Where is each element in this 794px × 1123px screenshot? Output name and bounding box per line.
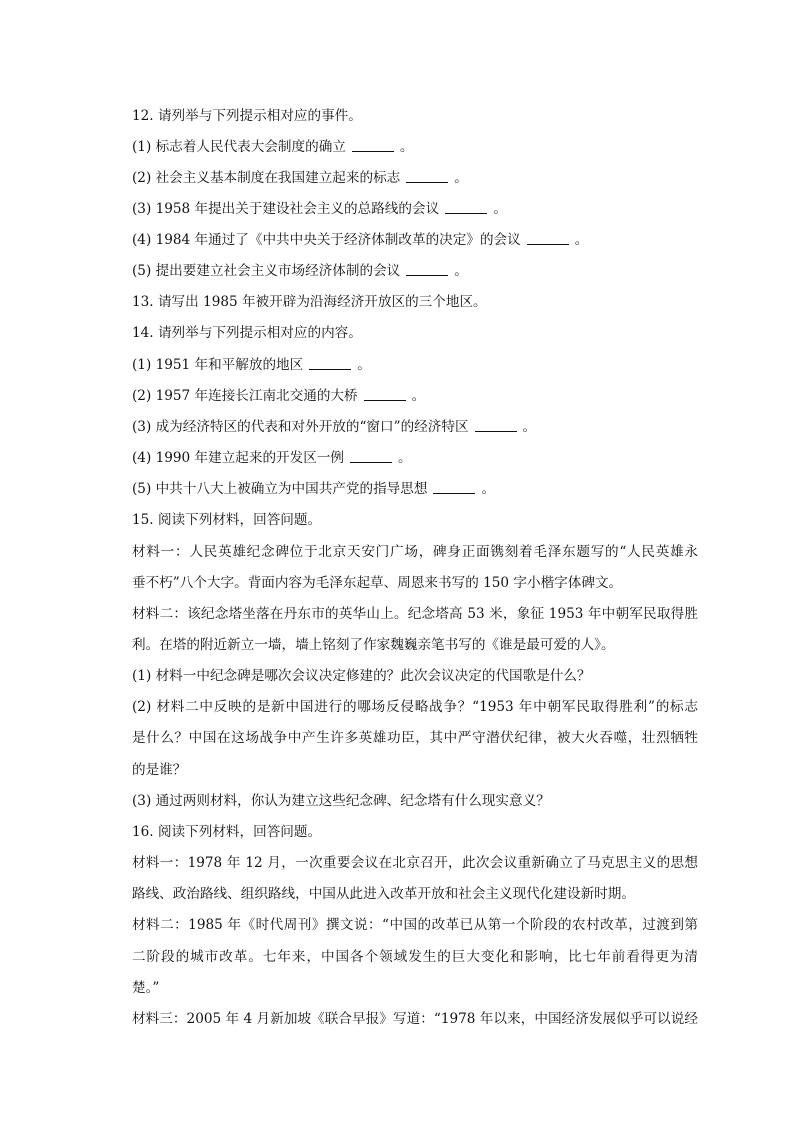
- question-14-item-2: [132, 384, 425, 404]
- question-16-stem: 16. 阅读下列材料，回答问题。: [132, 824, 322, 840]
- item-text: (4) 1990 年建立起来的开发区一例: [132, 450, 345, 466]
- answer-blank[interactable]: [445, 201, 487, 214]
- material-3-line-1: 材料三：2005 年 4 月新加坡《联合早报》写道：“1978 年以来，中国经济发展似乎可以说经: [132, 1011, 698, 1027]
- item-end: 。: [574, 232, 589, 248]
- question-13-stem: 13. 请写出 1985 年被开辟为沿海经济开放区的三个地区。: [132, 294, 487, 310]
- question-15-sub-2-line-3: 的是谁？: [132, 762, 187, 778]
- question-15-sub-1: (1) 材料一中纪念碑是哪次会议决定修建的？此次会议决定的代国歌是什么？: [132, 668, 591, 684]
- answer-blank[interactable]: [475, 419, 517, 432]
- item-end: 。: [454, 170, 468, 186]
- question-15-stem: 15. 阅读下列材料，回答问题。: [132, 512, 322, 528]
- item-end: 。: [454, 263, 468, 279]
- question-14-item-5: [132, 477, 495, 497]
- item-end: 。: [493, 201, 507, 217]
- answer-blank[interactable]: [352, 139, 394, 152]
- item-text: (3) 成为经济特区的代表和对外开放的“窗口”的经济特区: [132, 419, 469, 435]
- item-text: (2) 1957 年连接长江南北交通的大桥: [132, 388, 358, 404]
- material-2-line-2: 利。在塔的附近新立一墙，墙上铭刻了作家魏巍亲笔书写的《谁是最可爱的人》。: [132, 637, 615, 653]
- material-1-line-1: 材料一：1978 年 12 月，一次重要会议在北京召开，此次会议重新确立了马克思主义的思想: [132, 855, 698, 871]
- item-end: 。: [411, 388, 426, 404]
- material-1-line-2: 垂不朽”八个大字。背面内容为毛泽东起草、周恩来书写的 150 字小楷字体碑文。: [132, 575, 623, 591]
- question-15-sub-3: (3) 通过两则材料，你认为建立这些纪念碑、纪念塔有什么现实意义？: [132, 793, 550, 809]
- question-12-item-1: [132, 135, 413, 155]
- item-text: (3) 1958 年提出关于建设社会主义的总路线的会议: [132, 201, 440, 217]
- question-12-item-4: [132, 228, 588, 248]
- question-14-item-1: [132, 353, 371, 373]
- material-2-line-1: 材料二：该纪念塔坐落在丹东市的英华山上。纪念塔高 53 米，象征 1953 年中朝军民取得胜: [132, 606, 698, 622]
- item-text: (4) 1984 年通过了《中共中央关于经济体制改革的决定》的会议: [132, 232, 521, 248]
- item-end: 。: [522, 419, 537, 435]
- item-text: (1) 标志着人民代表大会制度的确立: [132, 139, 346, 155]
- answer-blank[interactable]: [364, 388, 406, 401]
- item-end: 。: [398, 450, 412, 466]
- question-14-stem: 14. 请列举与下列提示相对应的内容。: [132, 325, 362, 341]
- question-12-item-5: [132, 259, 468, 279]
- question-15-sub-2-line-1: (2) 材料二中反映的是新中国进行的哪场反侵略战争？“1953 年中朝军民取得胜利”的标志: [132, 699, 698, 715]
- answer-blank[interactable]: [527, 232, 569, 245]
- item-end: 。: [481, 481, 496, 497]
- question-12-stem: 12. 请列举与下列提示相对应的事件。: [132, 108, 362, 124]
- question-12-item-3: [132, 197, 507, 217]
- material-1-line-1: 材料一：人民英雄纪念碑位于北京天安门广场，碑身正面镌刻着毛泽东题写的“人民英雄永: [132, 544, 698, 560]
- answer-blank[interactable]: [406, 263, 448, 276]
- material-1-line-2: 路线、政治路线、组织路线，中国从此进入改革开放和社会主义现代化建设新时期。: [132, 886, 635, 902]
- answer-blank[interactable]: [309, 357, 351, 370]
- material-2-line-3: 楚。”: [132, 980, 160, 996]
- answer-blank[interactable]: [350, 450, 392, 463]
- answer-blank[interactable]: [433, 481, 475, 494]
- question-12-item-2: [132, 166, 468, 186]
- question-14-item-3: [132, 415, 536, 435]
- question-14-item-4: [132, 446, 412, 466]
- material-2-line-1: 材料二：1985 年《时代周刊》撰文说：“中国的改革已从第一个阶段的农村改革，过渡到第: [132, 917, 698, 933]
- item-text: (2) 社会主义基本制度在我国建立起来的标志: [132, 170, 401, 186]
- item-end: 。: [357, 357, 371, 373]
- item-end: 。: [399, 139, 414, 155]
- item-text: (5) 提出要建立社会主义市场经济体制的会议: [132, 263, 401, 279]
- item-text: (5) 中共十八大上被确立为中国共产党的指导思想: [132, 481, 428, 497]
- material-2-line-2: 二阶段的城市改革。七年来，中国各个领域发生的巨大变化和影响，比七年前看得更为清: [132, 949, 698, 965]
- item-text: (1) 1951 年和平解放的地区: [132, 357, 304, 373]
- answer-blank[interactable]: [406, 170, 448, 183]
- question-15-sub-2-line-2: 是什么？中国在这场战争中产生许多英雄功臣，其中严守潜伏纪律，被大火吞噬，壮烈牺牲: [132, 730, 698, 746]
